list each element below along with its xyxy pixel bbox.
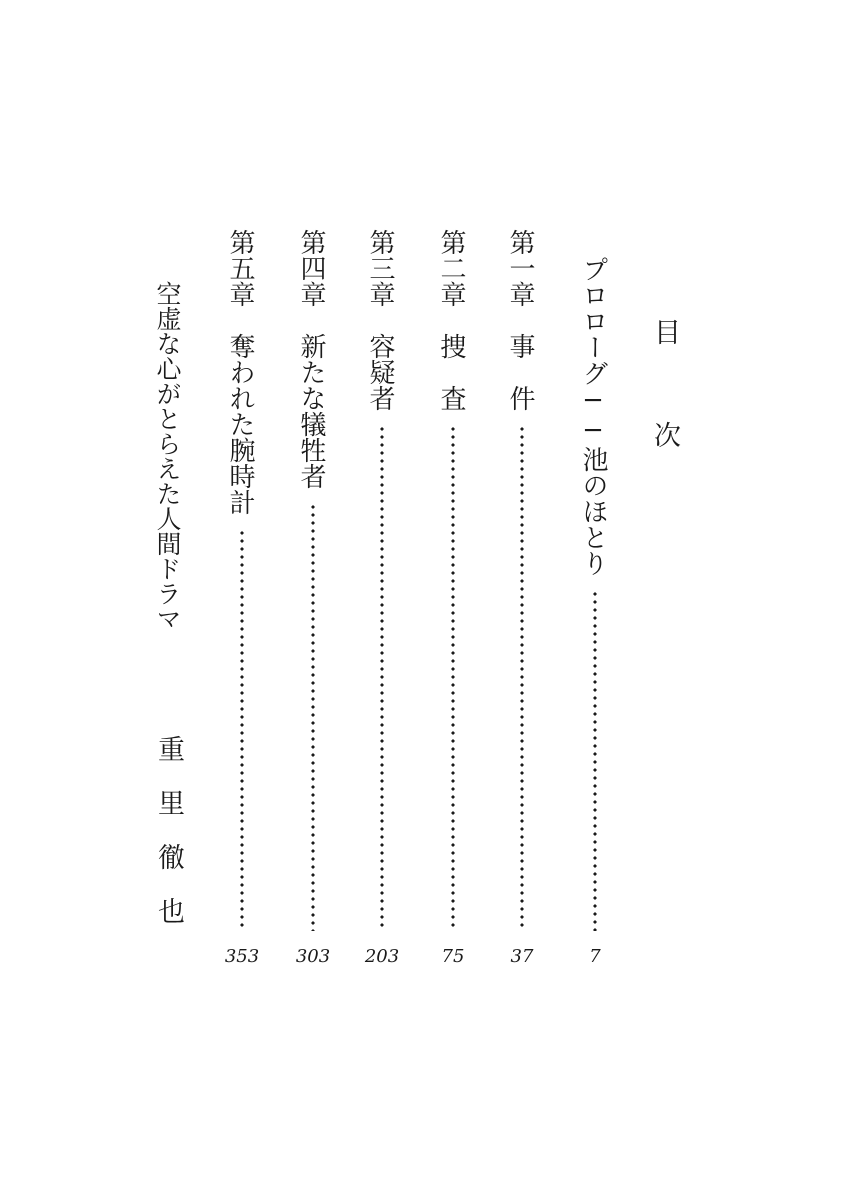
dot-leader bbox=[240, 529, 244, 931]
toc-entry-chapter-3[interactable] bbox=[365, 229, 399, 931]
toc-entry-chapter-1[interactable] bbox=[505, 229, 539, 931]
toc-page-number: 7 bbox=[589, 946, 601, 967]
toc-entry-label: 第二章 捜 査 bbox=[436, 229, 466, 411]
toc-page-number: 75 bbox=[441, 946, 465, 967]
author-name: 重里徹也 bbox=[153, 735, 184, 951]
dot-leader bbox=[451, 425, 455, 931]
toc-heading: 目次 bbox=[649, 318, 680, 524]
toc-entry-chapter-2[interactable] bbox=[436, 229, 470, 931]
toc-entry-label: 第五章 奪われた腕時計 bbox=[225, 229, 255, 515]
toc-page-number: 203 bbox=[364, 946, 400, 967]
dot-leader bbox=[593, 590, 597, 931]
toc-entry-label: 第四章 新たな犠牲者 bbox=[296, 229, 326, 489]
toc-entry-label: 第一章 事 件 bbox=[505, 229, 535, 411]
dot-leader bbox=[380, 425, 384, 931]
afterword-subtitle: 空虚な心がとらえた人間ドラマ bbox=[153, 281, 182, 631]
toc-page-number: 353 bbox=[224, 946, 260, 967]
toc-entry-label: 第三章 容疑者 bbox=[365, 229, 395, 411]
toc-entry-prologue[interactable] bbox=[578, 229, 612, 931]
toc-entry-chapter-5[interactable] bbox=[225, 229, 259, 931]
dot-leader bbox=[520, 425, 524, 931]
toc-entry-label: プロローグ──池のほとり bbox=[578, 256, 608, 576]
toc-page-number: 303 bbox=[295, 946, 331, 967]
toc-page-number: 37 bbox=[510, 946, 534, 967]
toc-entry-chapter-4[interactable] bbox=[296, 229, 330, 931]
dot-leader bbox=[311, 503, 315, 931]
